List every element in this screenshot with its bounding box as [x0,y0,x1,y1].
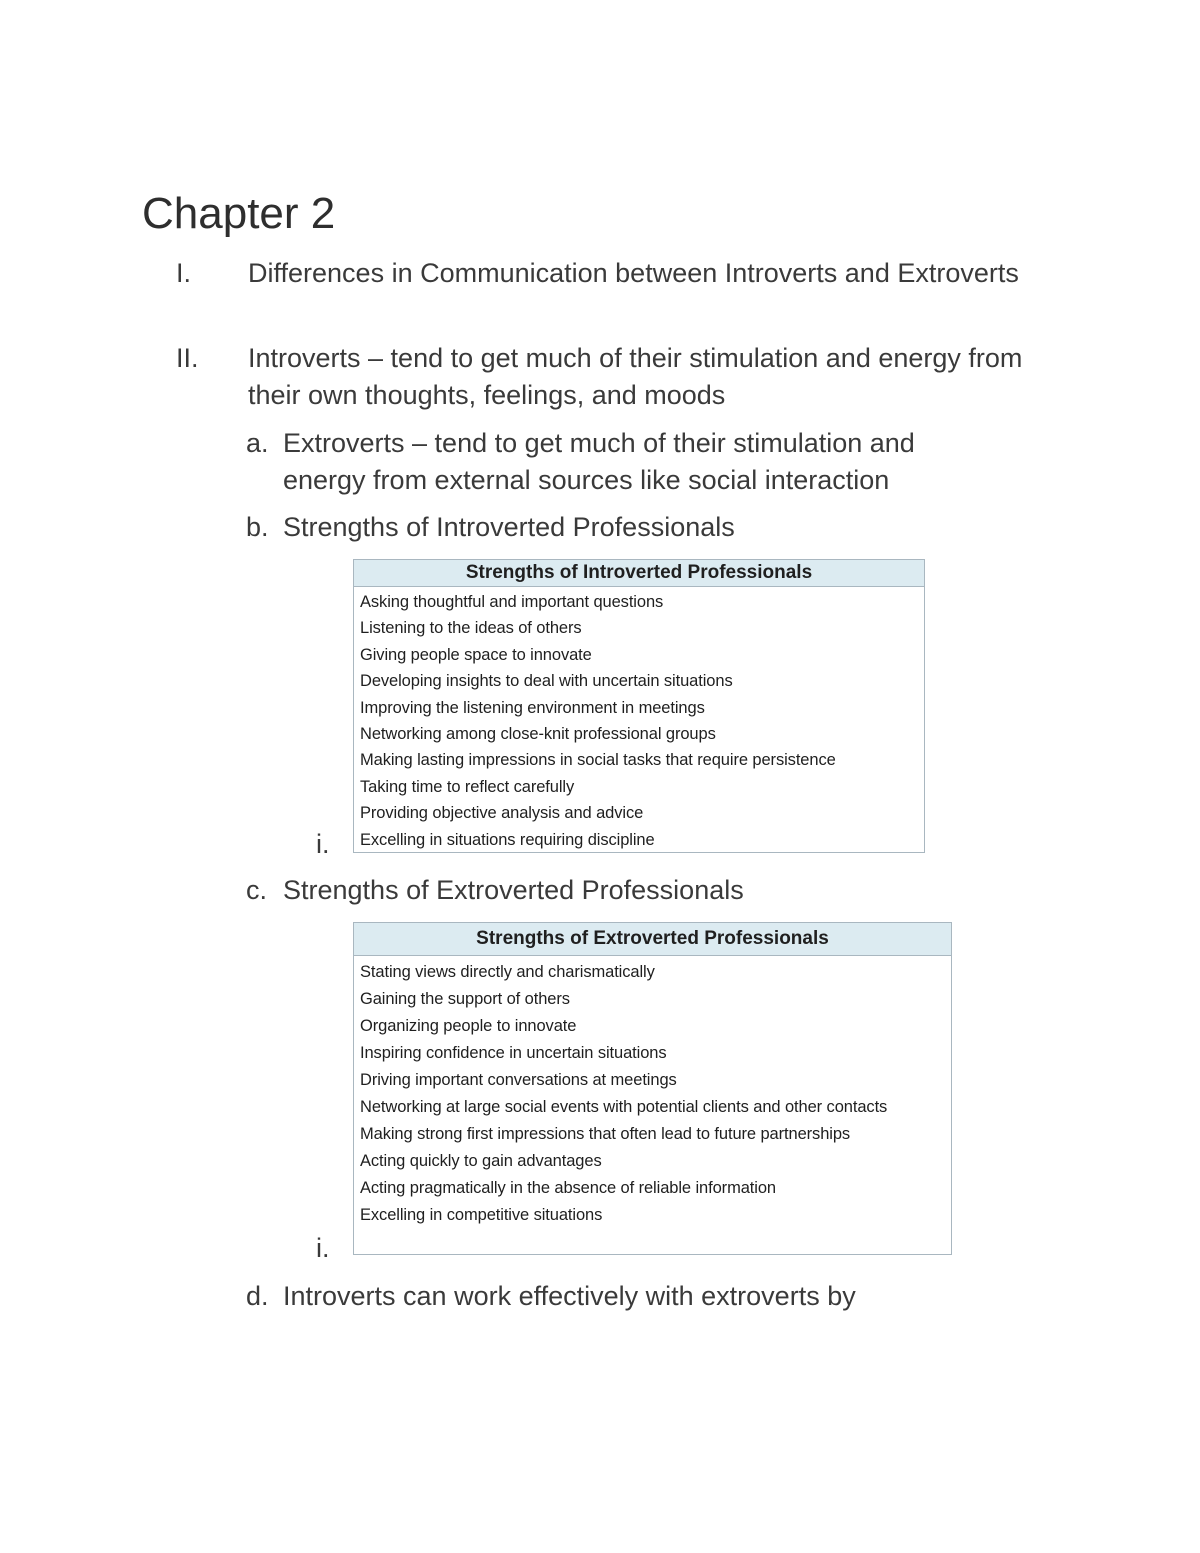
outline-marker: a. [246,428,269,458]
table-row: Making strong first impressions that often lead to future partnerships [360,1124,851,1143]
extroverted-strengths-table [353,922,952,1255]
outline-text: Strengths of Extroverted Professionals [283,875,744,905]
outline-marker: I. [176,258,192,288]
introverted-strengths-table [353,559,925,853]
table-header: Strengths of Extroverted Professionals [354,923,951,956]
table-row: Excelling in competitive situations [360,1205,603,1224]
outline-marker: d. [246,1281,269,1311]
table-row: Organizing people to innovate [360,1016,577,1035]
table-row: Gaining the support of others [360,989,570,1008]
outline-marker: II. [176,343,199,373]
page-title: Chapter 2 [142,189,336,238]
outline-marker: b. [246,512,269,542]
table-body [354,587,924,853]
table-row: Asking thoughtful and important questions [360,593,664,611]
table-row: Driving important conversations at meetings [360,1070,677,1089]
outline-text: Introverts can work effectively with extroverts by [283,1281,856,1311]
table-row: Networking at large social events with potential clients and other contacts [360,1097,888,1116]
outline-marker-roman-sub: i. [316,829,330,859]
table-row: Inspiring confidence in uncertain situations [360,1043,667,1062]
outline-text: Extroverts – tend to get much of their stimulation and energy from external sources like social interaction [283,428,915,495]
table-row: Acting pragmatically in the absence of reliable information [360,1178,776,1197]
outline-marker: c. [246,875,268,905]
table-row: Providing objective analysis and advice [360,804,644,823]
outline-text: Differences in Communication between Introverts and Extroverts [248,258,1019,288]
table-row: Taking time to reflect carefully [360,777,575,796]
table-row: Stating views directly and charismatically [360,962,655,981]
table-row: Making lasting impressions in social tasks that require persistence [360,751,836,770]
table-row: Networking among close-knit professional groups [360,724,716,743]
table-row: Giving people space to innovate [360,645,592,664]
outline-text: Strengths of Introverted Professionals [283,512,735,542]
table-row: Excelling in situations requiring discipline [360,830,655,849]
table-body [354,956,951,1228]
table-row: Listening to the ideas of others [360,619,582,638]
outline-text: Introverts – tend to get much of their stimulation and energy from their own thoughts, feelings, and moods [248,343,1023,410]
table-header: Strengths of Introverted Professionals [354,560,924,587]
table-row: Acting quickly to gain advantages [360,1151,602,1170]
table-row: Developing insights to deal with uncertain situations [360,672,733,691]
outline-marker-roman-sub: i. [316,1233,330,1263]
table-row: Improving the listening environment in meetings [360,698,705,717]
